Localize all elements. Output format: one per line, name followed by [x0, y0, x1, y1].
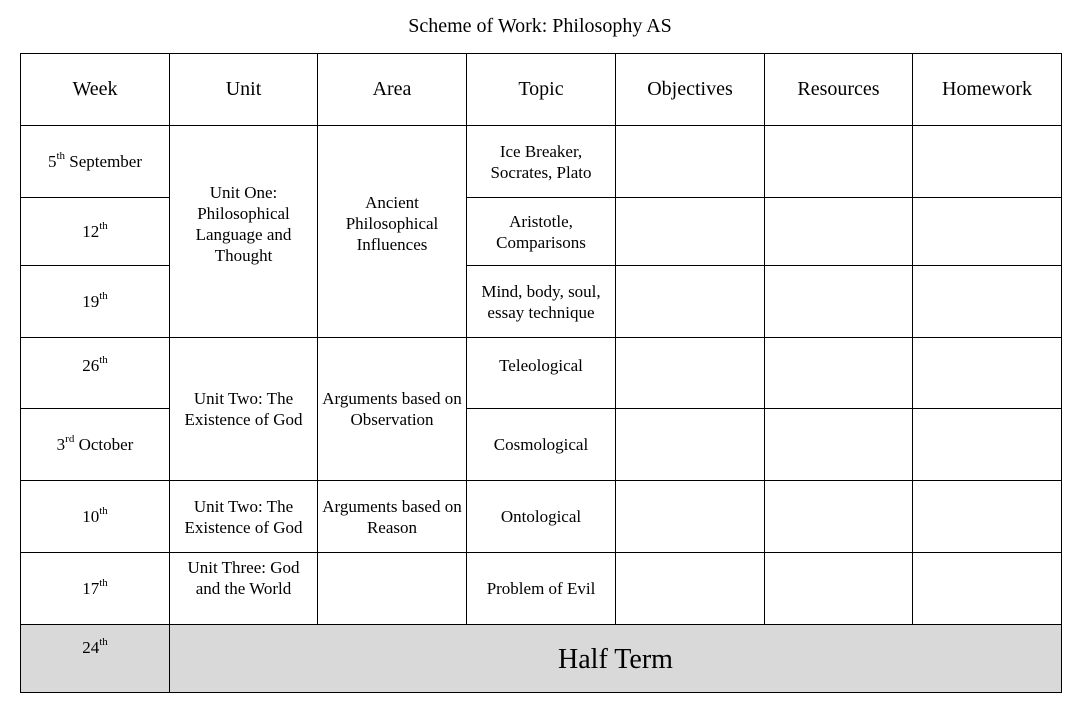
week-cell: 17th: [21, 553, 170, 625]
area-cell: Arguments based on Observation: [318, 338, 467, 481]
homework-cell[interactable]: [913, 553, 1062, 625]
homework-cell[interactable]: [913, 126, 1062, 198]
half-term-row: [21, 625, 1062, 693]
homework-cell[interactable]: [913, 409, 1062, 481]
unit-cell: Unit Two: The Existence of God: [170, 481, 318, 553]
area-cell: Ancient Philosophical Influences: [318, 126, 467, 338]
header-homework: Homework: [913, 54, 1062, 126]
week-cell: 26th: [21, 338, 170, 409]
topic-cell: Cosmological: [467, 409, 616, 481]
resources-cell[interactable]: [765, 338, 913, 409]
week-cell: 10th: [21, 481, 170, 553]
table-row: [21, 481, 1062, 553]
objectives-cell[interactable]: [616, 338, 765, 409]
document-title: Scheme of Work: Philosophy AS: [408, 15, 672, 37]
unit-cell: Unit Three: God and the World: [170, 553, 318, 625]
homework-cell[interactable]: [913, 338, 1062, 409]
header-unit: Unit: [170, 54, 318, 126]
table-row: [21, 553, 1062, 625]
unit-cell: Unit One: Philosophical Language and Thought: [170, 126, 318, 338]
objectives-cell[interactable]: [616, 553, 765, 625]
resources-cell[interactable]: [765, 553, 913, 625]
table-row: [21, 126, 1062, 198]
homework-cell[interactable]: [913, 481, 1062, 553]
homework-cell[interactable]: [913, 198, 1062, 266]
scheme-of-work-table: [20, 53, 1062, 693]
topic-cell: Aristotle, Comparisons: [467, 198, 616, 266]
header-week: Week: [21, 54, 170, 126]
area-cell: [318, 553, 467, 625]
topic-cell: Problem of Evil: [467, 553, 616, 625]
objectives-cell[interactable]: [616, 409, 765, 481]
week-cell: 24th: [21, 625, 170, 693]
half-term-label: Half Term: [558, 643, 673, 675]
header-row: [21, 54, 1062, 126]
topic-cell: Mind, body, soul, essay technique: [467, 266, 616, 338]
header-objectives: Objectives: [616, 54, 765, 126]
resources-cell[interactable]: [765, 266, 913, 338]
area-cell: Arguments based on Reason: [318, 481, 467, 553]
week-cell: 3rd October: [21, 409, 170, 481]
week-cell: 19th: [21, 266, 170, 338]
week-cell: 5th September: [21, 126, 170, 198]
header-resources: Resources: [765, 54, 913, 126]
unit-cell: Unit Two: The Existence of God: [170, 338, 318, 481]
table-row: [21, 338, 1062, 409]
objectives-cell[interactable]: [616, 126, 765, 198]
resources-cell[interactable]: [765, 126, 913, 198]
topic-cell: Teleological: [467, 338, 616, 409]
topic-cell: Ice Breaker, Socrates, Plato: [467, 126, 616, 198]
homework-cell[interactable]: [913, 266, 1062, 338]
objectives-cell[interactable]: [616, 198, 765, 266]
half-term-cell: [170, 625, 1062, 693]
topic-cell: Ontological: [467, 481, 616, 553]
objectives-cell[interactable]: [616, 481, 765, 553]
header-topic: Topic: [467, 54, 616, 126]
week-cell: 12th: [21, 198, 170, 266]
resources-cell[interactable]: [765, 481, 913, 553]
header-area: Area: [318, 54, 467, 126]
objectives-cell[interactable]: [616, 266, 765, 338]
resources-cell[interactable]: [765, 409, 913, 481]
resources-cell[interactable]: [765, 198, 913, 266]
